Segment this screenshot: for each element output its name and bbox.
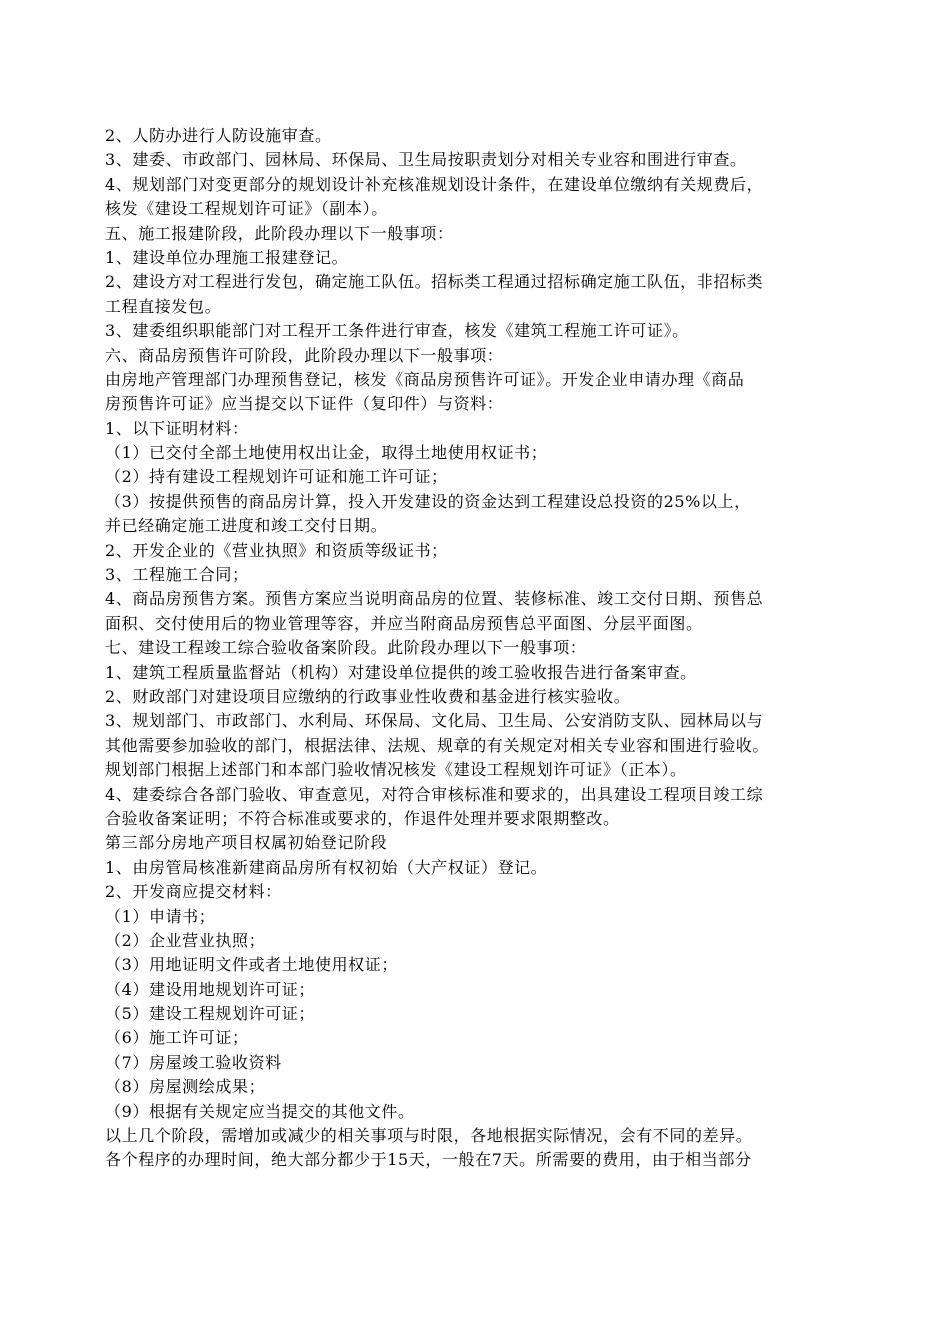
text-line: 2、开发商应提交材料： (105, 882, 282, 902)
text-line: 1、由房管局核准新建商品房所有权初始（大产权证）登记。 (105, 857, 548, 877)
text-line: 1、建设单位办理施工报建登记。 (105, 247, 349, 267)
text-line: 工程直接发包。 (105, 296, 222, 316)
text-line: （6）施工许可证； (105, 1028, 249, 1048)
text-line: （1）已交付全部土地使用权出让金，取得土地使用权证书； (105, 443, 548, 463)
text-line: （7）房屋竣工验收资料 (105, 1052, 282, 1072)
text-line: 六、商品房预售许可阶段，此阶段办理以下一般事项： (105, 345, 504, 365)
text-line: 规划部门根据上述部门和本部门验收情况核发《建设工程规划许可证》（正本）。 (105, 760, 687, 780)
text-line: 1、以下证明材料： (105, 418, 249, 438)
text-line: 七、建设工程竣工综合验收备案阶段。此阶段办理以下一般事项： (105, 638, 587, 658)
text-line: 第三部分房地产项目权属初始登记阶段 (105, 833, 388, 853)
text-line: 合验收备案证明；不符合标准或要求的，作退件处理并要求限期整改。 (105, 808, 620, 828)
text-line: 2、开发企业的《营业执照》和资质等级证书； (105, 540, 448, 560)
text-line: 4、商品房预售方案。预售方案应当说明商品房的位置、装修标准、竣工交付日期、预售总 (105, 589, 764, 609)
text-line: （2）企业营业执照； (105, 930, 266, 950)
text-line: （3）用地证明文件或者土地使用权证； (105, 955, 398, 975)
text-line: 3、规划部门、市政部门、水利局、环保局、文化局、卫生局、公安消防支队、园林局以与 (105, 711, 764, 731)
text-line: （1）申请书； (105, 906, 216, 926)
text-line: 五、施工报建阶段，此阶段办理以下一般事项： (105, 223, 454, 243)
text-line: 3、工程施工合同； (105, 565, 249, 585)
text-line: 各个程序的办理时间，绝大部分都少于15天，一般在7天。所需要的费用，由于相当部分 (105, 1150, 752, 1170)
text-line: 其他需要参加验收的部门，根据法律、法规、规章的有关规定对相关专业容和围进行验收。 (105, 735, 770, 755)
text-line: （3）按提供预售的商品房计算，投入开发建设的资金达到工程建设总投资的25%以上， (105, 491, 751, 511)
text-line: 面积、交付使用后的物业管理等容，并应当附商品房预售总平面图、分层平面图。 (105, 613, 703, 633)
document-body (105, 124, 865, 1173)
text-line: 2、建设方对工程进行发包，确定施工队伍。招标类工程通过招标确定施工队伍，非招标类 (105, 272, 764, 292)
text-line: （8）房屋测绘成果； (105, 1077, 266, 1097)
text-line: 核发《建设工程规划许可证》（副本）。 (105, 199, 388, 219)
text-line: 3、建委、市政部门、园林局、环保局、卫生局按职责划分对相关专业容和围进行审查。 (105, 150, 747, 170)
text-line: （5）建设工程规划许可证； (105, 1004, 315, 1024)
text-line: 4、建委综合各部门验收、审查意见，对符合审核标准和要求的，出具建设工程项目竣工综 (105, 784, 764, 804)
text-line: 由房地产管理部门办理预售登记，核发《商品房预售许可证》。开发企业申请办理《商品 (105, 369, 745, 389)
text-line: 4、规划部门对变更部分的规划设计补充核准规划设计条件，在建设单位缴纳有关规费后， (105, 174, 764, 194)
text-line: （4）建设用地规划许可证； (105, 979, 315, 999)
text-line: （9）根据有关规定应当提交的其他文件。 (105, 1101, 415, 1121)
text-line: 2、财政部门对建设项目应缴纳的行政事业性收费和基金进行核实验收。 (105, 686, 631, 706)
text-line: 并已经确定施工进度和竣工交付日期。 (105, 516, 388, 536)
text-line: 2、人防办进行人防设施审查。 (105, 126, 332, 145)
text-line: 房预售许可证》应当提交以下证件（复印件）与资料： (105, 394, 504, 414)
text-line: 1、建筑工程质量监督站（机构）对建设单位提供的竣工验收报告进行备案审查。 (105, 662, 697, 682)
text-line: 以上几个阶段，需增加或减少的相关事项与时限，各地根据实际情况，会有不同的差异。 (105, 1126, 753, 1146)
text-line: （2）持有建设工程规划许可证和施工许可证； (105, 467, 448, 487)
text-line: 3、建委组织职能部门对工程开工条件进行审查，核发《建筑工程施工许可证》。 (105, 321, 689, 341)
